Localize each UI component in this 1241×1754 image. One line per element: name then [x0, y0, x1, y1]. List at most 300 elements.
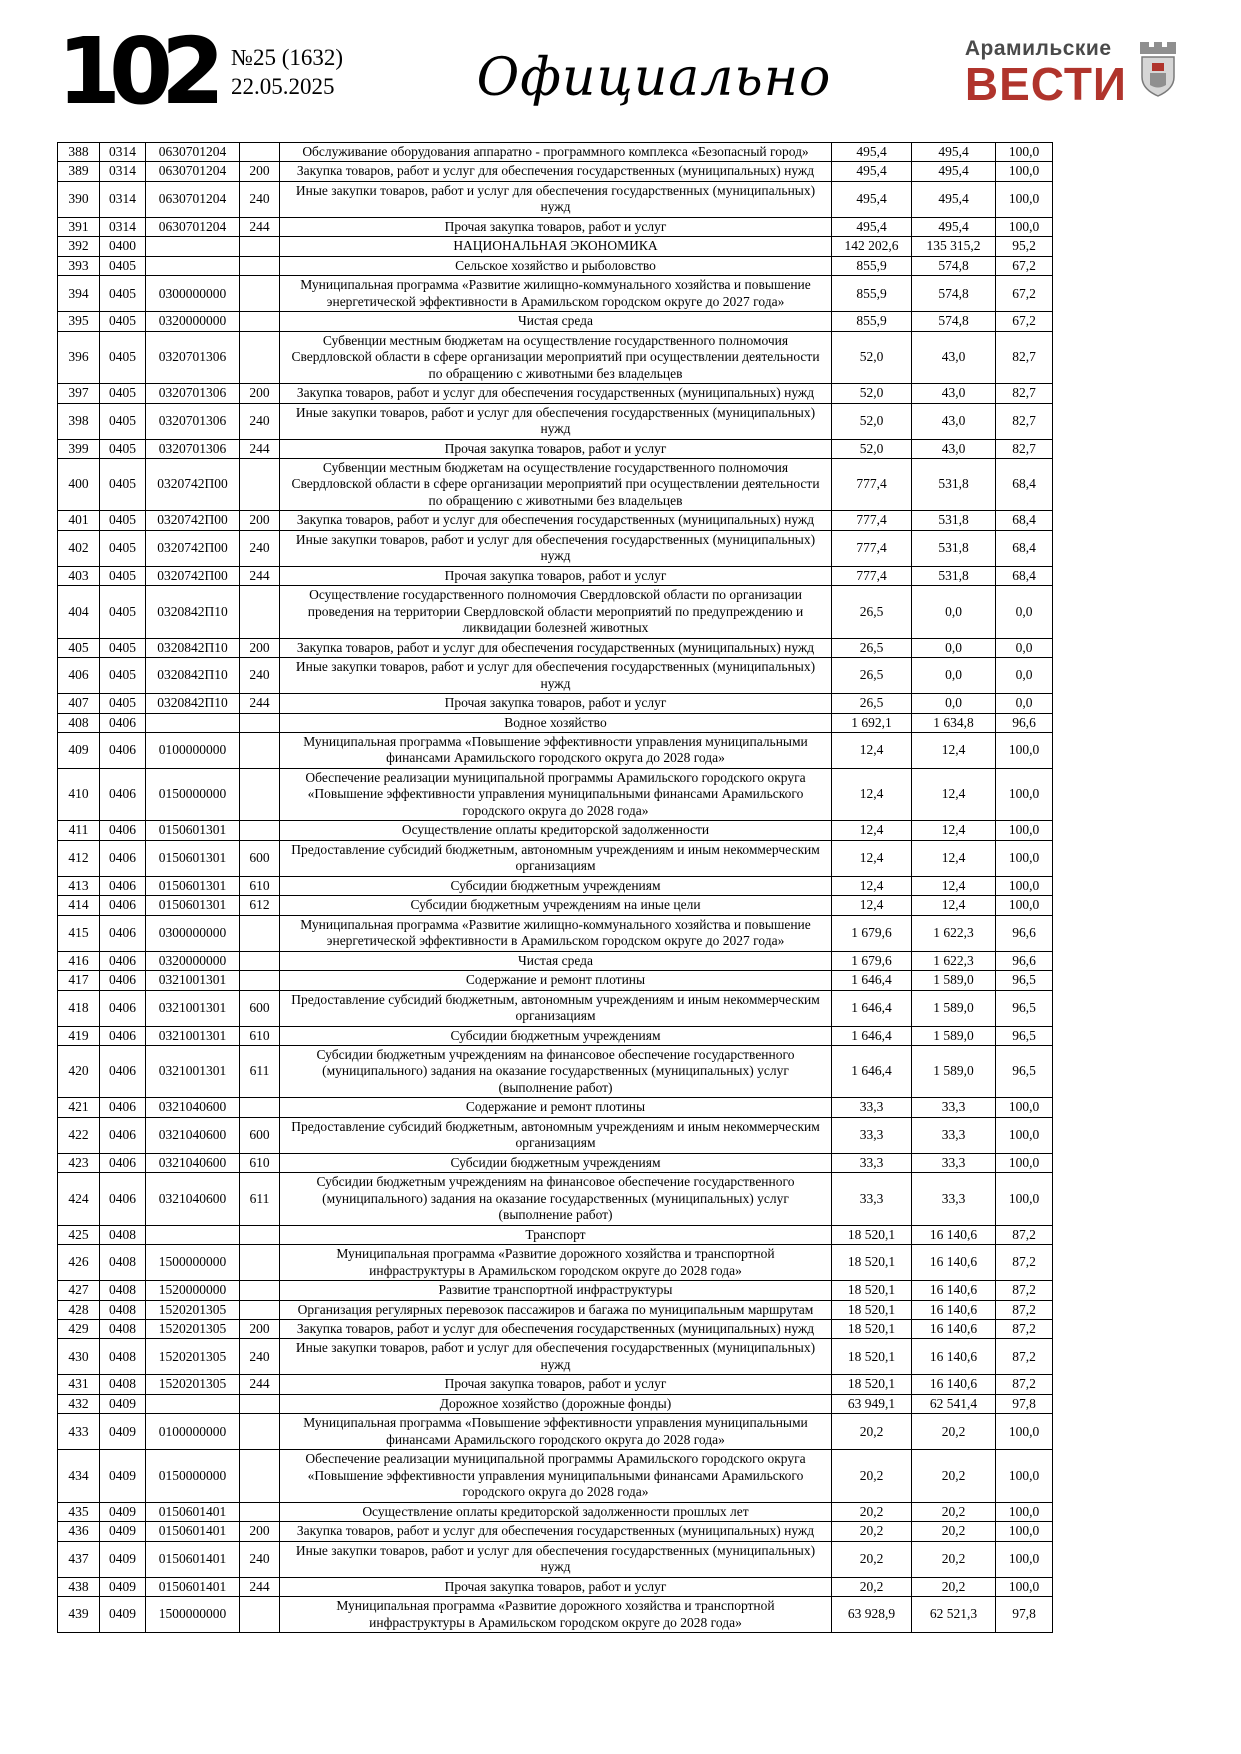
section-code: 0406: [100, 1098, 146, 1117]
expense-type-code: [240, 1502, 280, 1521]
executed-amount: 0,0: [912, 658, 996, 694]
program-code: 0320742П00: [146, 458, 240, 510]
program-code: 0300000000: [146, 915, 240, 951]
row-number: 435: [58, 1502, 100, 1521]
expense-type-code: [240, 821, 280, 840]
planned-amount: 777,4: [832, 458, 912, 510]
planned-amount: 1 692,1: [832, 713, 912, 732]
expense-type-code: [240, 143, 280, 162]
brand-name-top: Арамильские: [964, 37, 1112, 60]
program-code: 0630701204: [146, 143, 240, 162]
planned-amount: 33,3: [832, 1153, 912, 1172]
row-number: 437: [58, 1541, 100, 1577]
expense-type-code: 200: [240, 1522, 280, 1541]
table-row: [58, 566, 1053, 585]
expense-description: Транспорт: [280, 1225, 832, 1244]
expense-description: Субвенции местным бюджетам на осуществление государственного полномочия Свердловской области в сфере организации мероприятий при осуществлении деятельности по обращению с животными без владельцев: [280, 331, 832, 383]
program-code: 0321040600: [146, 1098, 240, 1117]
table-row: [58, 1245, 1053, 1281]
expense-type-code: [240, 713, 280, 732]
section-code: 0314: [100, 181, 146, 217]
executed-amount: 20,2: [912, 1541, 996, 1577]
program-code: 0320701306: [146, 331, 240, 383]
executed-amount: 20,2: [912, 1450, 996, 1502]
expense-type-code: [240, 1300, 280, 1319]
expense-description: Иные закупки товаров, работ и услуг для обеспечения государственных (муниципальных) нужд: [280, 1541, 832, 1577]
row-number: 388: [58, 143, 100, 162]
table-row: [58, 1522, 1053, 1541]
table-row: [58, 1281, 1053, 1300]
expense-type-code: 240: [240, 1339, 280, 1375]
table-row: [58, 896, 1053, 915]
executed-amount: 1 622,3: [912, 951, 996, 970]
program-code: [146, 713, 240, 732]
planned-amount: 495,4: [832, 181, 912, 217]
execution-percent: 100,0: [996, 1522, 1053, 1541]
program-code: 1500000000: [146, 1597, 240, 1633]
planned-amount: 20,2: [832, 1414, 912, 1450]
table-row: [58, 256, 1053, 275]
executed-amount: 1 634,8: [912, 713, 996, 732]
table-row: [58, 990, 1053, 1026]
execution-percent: 100,0: [996, 1117, 1053, 1153]
executed-amount: 531,8: [912, 566, 996, 585]
section-code: 0406: [100, 876, 146, 895]
planned-amount: 20,2: [832, 1502, 912, 1521]
executed-amount: 16 140,6: [912, 1245, 996, 1281]
expense-description: Муниципальная программа «Развитие жилищно-коммунального хозяйства и повышение энергетической эффективности в Арамильском городском округе до 2027 года»: [280, 915, 832, 951]
planned-amount: 33,3: [832, 1117, 912, 1153]
section-code: 0406: [100, 1026, 146, 1045]
row-number: 429: [58, 1320, 100, 1339]
expense-type-code: 240: [240, 658, 280, 694]
table-row: [58, 713, 1053, 732]
expense-description: Закупка товаров, работ и услуг для обеспечения государственных (муниципальных) нужд: [280, 638, 832, 657]
planned-amount: 52,0: [832, 439, 912, 458]
executed-amount: 574,8: [912, 276, 996, 312]
executed-amount: 20,2: [912, 1522, 996, 1541]
section-code: 0405: [100, 403, 146, 439]
expense-description: Субвенции местным бюджетам на осуществление государственного полномочия Свердловской области в сфере организации мероприятий при осуществлении деятельности по обращению с животными без владельцев: [280, 458, 832, 510]
executed-amount: 20,2: [912, 1502, 996, 1521]
row-number: 408: [58, 713, 100, 732]
row-number: 416: [58, 951, 100, 970]
table-row: [58, 1045, 1053, 1097]
table-row: [58, 951, 1053, 970]
row-number: 423: [58, 1153, 100, 1172]
expense-type-code: 610: [240, 1153, 280, 1172]
executed-amount: 0,0: [912, 638, 996, 657]
executed-amount: 12,4: [912, 821, 996, 840]
section-code: 0405: [100, 439, 146, 458]
execution-percent: 87,2: [996, 1300, 1053, 1319]
planned-amount: 26,5: [832, 586, 912, 638]
execution-percent: 100,0: [996, 1450, 1053, 1502]
execution-percent: 100,0: [996, 1098, 1053, 1117]
table-row: [58, 511, 1053, 530]
section-code: 0409: [100, 1502, 146, 1521]
expense-description: Содержание и ремонт плотины: [280, 971, 832, 990]
table-row: [58, 312, 1053, 331]
table-row: [58, 1026, 1053, 1045]
table-row: [58, 439, 1053, 458]
program-code: 0150601401: [146, 1502, 240, 1521]
planned-amount: 20,2: [832, 1541, 912, 1577]
brand-text: [964, 37, 1127, 110]
section-code: 0408: [100, 1375, 146, 1394]
executed-amount: 1 589,0: [912, 1045, 996, 1097]
row-number: 428: [58, 1300, 100, 1319]
planned-amount: 20,2: [832, 1577, 912, 1596]
section-code: 0405: [100, 458, 146, 510]
program-code: 1500000000: [146, 1245, 240, 1281]
execution-percent: 87,2: [996, 1339, 1053, 1375]
section-code: 0406: [100, 1153, 146, 1172]
table-row: [58, 181, 1053, 217]
section-code: 0405: [100, 658, 146, 694]
planned-amount: 20,2: [832, 1522, 912, 1541]
expense-description: Прочая закупка товаров, работ и услуг: [280, 439, 832, 458]
section-code: 0408: [100, 1245, 146, 1281]
execution-percent: 68,4: [996, 566, 1053, 585]
expense-description: Сельское хозяйство и рыболовство: [280, 256, 832, 275]
expense-description: Прочая закупка товаров, работ и услуг: [280, 694, 832, 713]
program-code: 0321001301: [146, 990, 240, 1026]
row-number: 432: [58, 1394, 100, 1413]
row-number: 391: [58, 217, 100, 236]
execution-percent: 100,0: [996, 181, 1053, 217]
expense-type-code: [240, 237, 280, 256]
section-code: 0406: [100, 713, 146, 732]
expense-type-code: 244: [240, 694, 280, 713]
executed-amount: 20,2: [912, 1577, 996, 1596]
executed-amount: 495,4: [912, 162, 996, 181]
expense-type-code: [240, 971, 280, 990]
expense-description: Иные закупки товаров, работ и услуг для обеспечения государственных (муниципальных) нужд: [280, 403, 832, 439]
table-row: [58, 1450, 1053, 1502]
section-code: 0405: [100, 586, 146, 638]
section-code: 0408: [100, 1320, 146, 1339]
executed-amount: 33,3: [912, 1117, 996, 1153]
planned-amount: 1 646,4: [832, 1026, 912, 1045]
executed-amount: 16 140,6: [912, 1339, 996, 1375]
executed-amount: 16 140,6: [912, 1281, 996, 1300]
row-number: 398: [58, 403, 100, 439]
planned-amount: 495,4: [832, 162, 912, 181]
planned-amount: 495,4: [832, 143, 912, 162]
executed-amount: 16 140,6: [912, 1375, 996, 1394]
executed-amount: 495,4: [912, 217, 996, 236]
program-code: 0300000000: [146, 276, 240, 312]
executed-amount: 16 140,6: [912, 1300, 996, 1319]
row-number: 399: [58, 439, 100, 458]
program-code: 1520201305: [146, 1300, 240, 1319]
planned-amount: 26,5: [832, 658, 912, 694]
executed-amount: 1 589,0: [912, 1026, 996, 1045]
planned-amount: 12,4: [832, 896, 912, 915]
section-code: 0314: [100, 143, 146, 162]
table-row: [58, 1320, 1053, 1339]
expense-type-code: [240, 458, 280, 510]
expense-type-code: [240, 1597, 280, 1633]
row-number: 394: [58, 276, 100, 312]
row-number: 422: [58, 1117, 100, 1153]
expense-description: Субсидии бюджетным учреждениям на финансовое обеспечение государственного (муниципального) задания на оказание государственных (муниципальных) услуг (выполнение работ): [280, 1045, 832, 1097]
program-code: 0320842П10: [146, 694, 240, 713]
section-code: 0314: [100, 217, 146, 236]
row-number: 411: [58, 821, 100, 840]
execution-percent: 96,5: [996, 990, 1053, 1026]
expense-description: Организация регулярных перевозок пассажиров и багажа по муниципальным маршрутам: [280, 1300, 832, 1319]
planned-amount: 855,9: [832, 256, 912, 275]
execution-percent: 100,0: [996, 733, 1053, 769]
planned-amount: 12,4: [832, 840, 912, 876]
row-number: 412: [58, 840, 100, 876]
expense-description: Предоставление субсидий бюджетным, автономным учреждениям и иным некоммерческим организациям: [280, 840, 832, 876]
executed-amount: 33,3: [912, 1153, 996, 1172]
program-code: 0150601301: [146, 821, 240, 840]
planned-amount: 18 520,1: [832, 1320, 912, 1339]
executed-amount: 531,8: [912, 530, 996, 566]
executed-amount: 12,4: [912, 876, 996, 895]
planned-amount: 20,2: [832, 1450, 912, 1502]
row-number: 418: [58, 990, 100, 1026]
executed-amount: 43,0: [912, 331, 996, 383]
section-code: 0405: [100, 694, 146, 713]
table-row: [58, 237, 1053, 256]
planned-amount: 1 679,6: [832, 915, 912, 951]
executed-amount: 43,0: [912, 403, 996, 439]
execution-percent: 68,4: [996, 530, 1053, 566]
row-number: 436: [58, 1522, 100, 1541]
executed-amount: 0,0: [912, 694, 996, 713]
row-number: 407: [58, 694, 100, 713]
planned-amount: 26,5: [832, 694, 912, 713]
program-code: 1520201305: [146, 1339, 240, 1375]
row-number: 389: [58, 162, 100, 181]
program-code: 0321001301: [146, 971, 240, 990]
executed-amount: 62 541,4: [912, 1394, 996, 1413]
row-number: 431: [58, 1375, 100, 1394]
planned-amount: 18 520,1: [832, 1245, 912, 1281]
expense-type-code: 200: [240, 638, 280, 657]
program-code: 0320701306: [146, 403, 240, 439]
program-code: [146, 1225, 240, 1244]
expense-description: Субсидии бюджетным учреждениям: [280, 876, 832, 895]
program-code: 0320842П10: [146, 638, 240, 657]
program-code: 0320842П10: [146, 586, 240, 638]
planned-amount: 1 679,6: [832, 951, 912, 970]
expense-description: Осуществление оплаты кредиторской задолженности прошлых лет: [280, 1502, 832, 1521]
expense-description: Иные закупки товаров, работ и услуг для обеспечения государственных (муниципальных) нужд: [280, 530, 832, 566]
row-number: 410: [58, 768, 100, 820]
planned-amount: 52,0: [832, 384, 912, 403]
planned-amount: 33,3: [832, 1098, 912, 1117]
expense-type-code: 244: [240, 1577, 280, 1596]
section-code: 0406: [100, 915, 146, 951]
section-code: 0406: [100, 971, 146, 990]
executed-amount: 1 589,0: [912, 971, 996, 990]
table-row: [58, 586, 1053, 638]
row-number: 415: [58, 915, 100, 951]
planned-amount: 855,9: [832, 312, 912, 331]
expense-type-code: [240, 1245, 280, 1281]
expense-description: Прочая закупка товаров, работ и услуг: [280, 566, 832, 585]
section-code: 0409: [100, 1450, 146, 1502]
execution-percent: 100,0: [996, 896, 1053, 915]
executed-amount: 43,0: [912, 439, 996, 458]
execution-percent: 100,0: [996, 1173, 1053, 1225]
planned-amount: 12,4: [832, 876, 912, 895]
execution-percent: 0,0: [996, 586, 1053, 638]
program-code: 0320742П00: [146, 566, 240, 585]
program-code: [146, 237, 240, 256]
planned-amount: 12,4: [832, 768, 912, 820]
program-code: 0320842П10: [146, 658, 240, 694]
expense-type-code: [240, 1450, 280, 1502]
expense-type-code: [240, 951, 280, 970]
execution-percent: 82,7: [996, 439, 1053, 458]
execution-percent: 67,2: [996, 256, 1053, 275]
row-number: 421: [58, 1098, 100, 1117]
expense-type-code: 240: [240, 403, 280, 439]
row-number: 395: [58, 312, 100, 331]
table-row: [58, 1577, 1053, 1596]
executed-amount: 33,3: [912, 1098, 996, 1117]
expense-description: Предоставление субсидий бюджетным, автономным учреждениям и иным некоммерческим организациям: [280, 1117, 832, 1153]
table-row: [58, 276, 1053, 312]
planned-amount: 777,4: [832, 530, 912, 566]
expense-type-code: 200: [240, 162, 280, 181]
expense-type-code: 612: [240, 896, 280, 915]
row-number: 434: [58, 1450, 100, 1502]
expense-type-code: 600: [240, 840, 280, 876]
program-code: 0150601401: [146, 1577, 240, 1596]
expense-description: Осуществление государственного полномочия Свердловской области по организации проведения на территории Свердловской области мероприятий по предупреждению и ликвидации болезней животных: [280, 586, 832, 638]
program-code: 0100000000: [146, 733, 240, 769]
executed-amount: 1 622,3: [912, 915, 996, 951]
execution-percent: 100,0: [996, 876, 1053, 895]
expense-description: Муниципальная программа «Повышение эффективности управления муниципальными финансами Арамильского городского округа до 2028 года»: [280, 1414, 832, 1450]
section-code: 0406: [100, 990, 146, 1026]
program-code: 0630701204: [146, 162, 240, 181]
program-code: 0321040600: [146, 1153, 240, 1172]
execution-percent: 82,7: [996, 403, 1053, 439]
executed-amount: 574,8: [912, 312, 996, 331]
expense-description: Развитие транспортной инфраструктуры: [280, 1281, 832, 1300]
executed-amount: 531,8: [912, 458, 996, 510]
section-code: 0406: [100, 1173, 146, 1225]
planned-amount: 63 928,9: [832, 1597, 912, 1633]
section-code: 0405: [100, 312, 146, 331]
program-code: 0100000000: [146, 1414, 240, 1450]
expense-description: Субсидии бюджетным учреждениям: [280, 1026, 832, 1045]
program-code: 1520201305: [146, 1320, 240, 1339]
issue-number: №25 (1632): [231, 45, 344, 70]
expense-type-code: 240: [240, 181, 280, 217]
program-code: 0321001301: [146, 1026, 240, 1045]
expense-type-code: 244: [240, 566, 280, 585]
table-row: [58, 1339, 1053, 1375]
execution-percent: 68,4: [996, 458, 1053, 510]
execution-percent: 68,4: [996, 511, 1053, 530]
row-number: 425: [58, 1225, 100, 1244]
row-number: 397: [58, 384, 100, 403]
execution-percent: 100,0: [996, 143, 1053, 162]
row-number: 424: [58, 1173, 100, 1225]
table-row: [58, 821, 1053, 840]
planned-amount: 1 646,4: [832, 971, 912, 990]
program-code: 0630701204: [146, 217, 240, 236]
expense-description: Водное хозяйство: [280, 713, 832, 732]
expense-description: Закупка товаров, работ и услуг для обеспечения государственных (муниципальных) нужд: [280, 162, 832, 181]
table-row: [58, 971, 1053, 990]
table-row: [58, 694, 1053, 713]
program-code: 0320701306: [146, 384, 240, 403]
expense-description: Муниципальная программа «Развитие жилищно-коммунального хозяйства и повышение энергетической эффективности в Арамильском городском округе до 2027 года»: [280, 276, 832, 312]
table-row: [58, 458, 1053, 510]
table-row: [58, 1541, 1053, 1577]
planned-amount: 142 202,6: [832, 237, 912, 256]
program-code: 0150601401: [146, 1541, 240, 1577]
expense-type-code: [240, 768, 280, 820]
expense-description: Субсидии бюджетным учреждениям на финансовое обеспечение государственного (муниципального) задания на оказание государственных (муниципальных) услуг (выполнение работ): [280, 1173, 832, 1225]
execution-percent: 100,0: [996, 1414, 1053, 1450]
row-number: 438: [58, 1577, 100, 1596]
executed-amount: 12,4: [912, 840, 996, 876]
execution-percent: 96,5: [996, 1045, 1053, 1097]
execution-percent: 96,5: [996, 971, 1053, 990]
section-code: 0409: [100, 1597, 146, 1633]
execution-percent: 96,6: [996, 951, 1053, 970]
execution-percent: 100,0: [996, 1577, 1053, 1596]
execution-percent: 87,2: [996, 1375, 1053, 1394]
row-number: 396: [58, 331, 100, 383]
planned-amount: 1 646,4: [832, 990, 912, 1026]
section-code: 0406: [100, 768, 146, 820]
table-row: [58, 1300, 1053, 1319]
planned-amount: 18 520,1: [832, 1300, 912, 1319]
planned-amount: 63 949,1: [832, 1394, 912, 1413]
planned-amount: 33,3: [832, 1173, 912, 1225]
program-code: 0320742П00: [146, 530, 240, 566]
expense-type-code: [240, 276, 280, 312]
expense-description: Дорожное хозяйство (дорожные фонды): [280, 1394, 832, 1413]
expense-description: Закупка товаров, работ и услуг для обеспечения государственных (муниципальных) нужд: [280, 511, 832, 530]
execution-percent: 100,0: [996, 1153, 1053, 1172]
execution-percent: 87,2: [996, 1225, 1053, 1244]
section-code: 0405: [100, 384, 146, 403]
planned-amount: 777,4: [832, 566, 912, 585]
row-number: 404: [58, 586, 100, 638]
row-number: 413: [58, 876, 100, 895]
planned-amount: 52,0: [832, 403, 912, 439]
issue-block: [231, 44, 343, 102]
program-code: 1520000000: [146, 1281, 240, 1300]
row-number: 403: [58, 566, 100, 585]
planned-amount: 18 520,1: [832, 1281, 912, 1300]
execution-percent: 82,7: [996, 331, 1053, 383]
program-code: 0320000000: [146, 951, 240, 970]
expense-type-code: 244: [240, 217, 280, 236]
execution-percent: 97,8: [996, 1597, 1053, 1633]
expense-type-code: 200: [240, 511, 280, 530]
expense-type-code: 600: [240, 990, 280, 1026]
execution-percent: 100,0: [996, 821, 1053, 840]
executed-amount: 495,4: [912, 143, 996, 162]
expense-description: НАЦИОНАЛЬНАЯ ЭКОНОМИКА: [280, 237, 832, 256]
row-number: 433: [58, 1414, 100, 1450]
